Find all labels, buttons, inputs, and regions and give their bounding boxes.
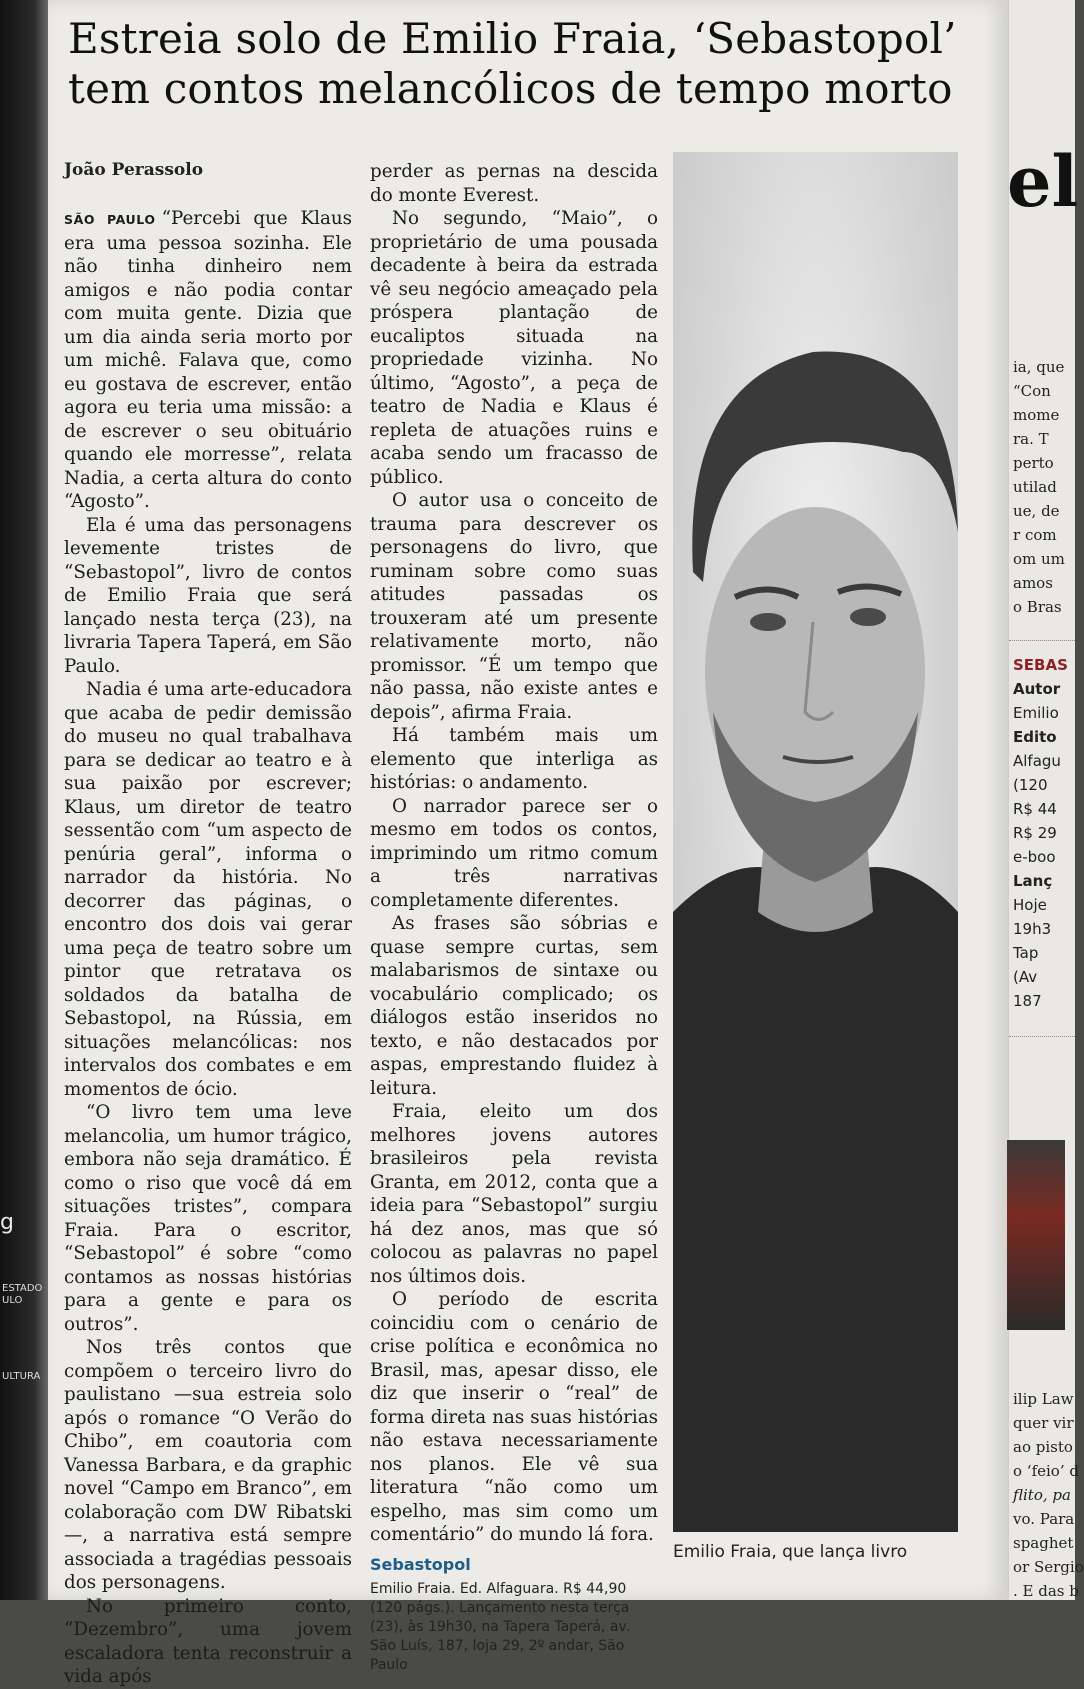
paragraph: “O livro tem uma leve melancolia, um humor trágico, embora não seja dramático. É como o riso que você dá em situações tristes”, compara Fraia. Para o escritor, “Sebastopol” é sobre “como contamos as nossas histórias para a gente e para os outros”. xyxy=(64,1102,352,1335)
author-photo xyxy=(673,152,958,1532)
paragraph: O período de escrita coincidiu com o cenário de crise política e econômica no Brasil, mas, apesar disso, ele diz que inserir o “real” de forma direta nas suas histórias não estava necessariamente nos planos. Ele vê sua literatura “não como um espelho, mas sim como um comentário” do mundo lá fora. xyxy=(370,1289,658,1545)
right-page-line: ra. T xyxy=(1013,430,1049,448)
right-page-info-title: SEBAS xyxy=(1013,656,1068,674)
right-page-line: ue, de xyxy=(1013,502,1060,520)
headline-line-2: tem contos melancólicos de tempo morto xyxy=(68,64,953,113)
right-page-line: ilip Law xyxy=(1013,1390,1074,1408)
headline xyxy=(68,14,988,114)
right-page-info: Edito xyxy=(1013,728,1057,746)
left-page-fragment: ULO xyxy=(2,1295,23,1306)
left-page-letter: g xyxy=(0,1210,14,1235)
paragraph: perder as pernas na descida do monte Everest. xyxy=(370,161,658,206)
right-page-line: spaghet xyxy=(1013,1534,1074,1552)
right-page-info: Lanç xyxy=(1013,872,1053,890)
article-column-1 xyxy=(64,207,352,1689)
right-page-info: Tap xyxy=(1013,944,1039,962)
right-page-line: ao pisto xyxy=(1013,1438,1073,1456)
right-page-info: R$ 29 xyxy=(1013,824,1057,842)
divider xyxy=(1009,1036,1075,1037)
paragraph: As frases são sóbrias e quase sempre curtas, sem malabarismos de sintaxe ou vocabulário complicado; os diálogos estão inseridos no texto, e não destacados por aspas, emprestando fluidez à leitura. xyxy=(370,913,658,1099)
right-page-info: Hoje xyxy=(1013,896,1047,914)
right-page-line: “Con xyxy=(1013,382,1051,400)
paragraph: Fraia, eleito um dos melhores jovens autores brasileiros pela revista Granta, em 2012, conta que a ideia para “Sebastopol” surgiu há dez anos, mas que só colocou as palavras no papel nos últimos dois. xyxy=(370,1101,658,1287)
paragraph: No primeiro conto, “Dezembro”, uma jovem escaladora tenta reconstruir a vida após xyxy=(64,1595,352,1687)
right-page-info: (120 xyxy=(1013,776,1048,794)
book-box-title: Sebastopol xyxy=(370,1554,471,1574)
right-page-line: vo. Para xyxy=(1013,1510,1075,1528)
right-page-info: Emilio xyxy=(1013,704,1059,722)
paragraph: O autor usa o conceito de trauma para descrever os personagens do livro, que ruminam sobre como suas atitudes passadas os trouxeram até um presente relativamente morto, não promissor. “É um tempo que não passa, não existe antes e depois”, afirma Fraia. xyxy=(370,490,658,723)
paragraph: Ela é uma das personagens levemente tristes de “Sebastopol”, livro de contos de Emilio Fraia que será lançado nesta terça (23), na livraria Tapera Taperá, em São Paulo. xyxy=(64,514,352,677)
headline-line-1: Estreia solo de Emilio Fraia, ‘Sebastopol’ xyxy=(68,14,957,63)
right-page-line: or Sergio xyxy=(1013,1558,1084,1576)
right-page-line: o Bras xyxy=(1013,598,1062,616)
right-page-line: om um xyxy=(1013,550,1065,568)
article-column-2 xyxy=(370,160,658,1675)
right-page-line: flito, pa xyxy=(1013,1486,1071,1504)
paragraph: Nadia é uma arte-educadora que acaba de pedir demissão do museu no qual trabalhava para se dedicar ao teatro e à sua paixão por escrever; Klaus, um diretor de teatro sessentão com “um aspecto de penúria geral”, informa o narrador da história. No decorrer das páginas, o encontro dos dois vai gerar uma peça de teatro sobre um pintor que retratava os soldados da batalha de Sebastopol, na Rússia, em situações melancólicas: nos intervalos dos combates e em momentos de ócio. xyxy=(64,679,352,1100)
right-page-info: Alfagu xyxy=(1013,752,1061,770)
left-page-fragment: ESTADO xyxy=(2,1283,43,1294)
right-page-info: 187 xyxy=(1013,992,1042,1010)
paragraph: Há também mais um elemento que interliga as histórias: o andamento. xyxy=(370,725,658,793)
paragraph: Nos três contos que compõem o terceiro livro do paulistano —sua estreia solo após o romance “O Verão do Chibo”, em coautoria com Vanessa Barbara, e da graphic novel “Campo em Branco”, em colaboração com DW Ribatski—, a narrativa está sempre associada a tragédias pessoais dos personagens. xyxy=(64,1337,352,1593)
right-page-line: ia, que xyxy=(1013,358,1065,376)
right-page-line: utilad xyxy=(1013,478,1057,496)
byline: João Perassolo xyxy=(64,160,204,180)
right-page-line: perto xyxy=(1013,454,1054,472)
right-page-info: R$ 44 xyxy=(1013,800,1057,818)
right-page-line: . E das b xyxy=(1013,1582,1079,1600)
newspaper-page xyxy=(48,0,1008,1687)
adjacent-right-page xyxy=(1007,0,1084,1600)
right-page-line: quer vir xyxy=(1013,1414,1074,1432)
right-page-line: amos xyxy=(1013,574,1053,592)
paragraph: SÃO PAULO “Percebi que Klaus era uma pessoa sozinha. Ele não tinha dinheiro nem amigos e não podia contar com muita gente. Dizia que um dia ainda seria morto por um michê. Falava que, como eu gostava de escrever, então agora eu teria uma missão: a de escrever o seu obituário quando ele morresse”, relata Nadia, a certa altura do conto “Agosto”. xyxy=(64,208,353,512)
paragraph: O narrador parece ser o mesmo em todos os contos, imprimindo um ritmo comum a três narrativas completamente diferentes. xyxy=(370,795,658,911)
left-page-fragment: ULTURA xyxy=(2,1371,41,1382)
divider xyxy=(1009,640,1075,641)
right-page-info: Autor xyxy=(1013,680,1061,698)
paragraph: No segundo, “Maio”, o proprietário de uma pousada decadente à beira da estrada vê seu negócio ameaçado pela próspera plantação de eucaliptos situada na propriedade vizinha. No último, “Agosto”, a peça de teatro de Nadia e Klaus é repleta de atuações ruins e acaba sendo um fracasso de público. xyxy=(370,208,658,488)
photo-caption: Emilio Fraia, que lança livro xyxy=(673,1542,908,1562)
adjacent-left-page xyxy=(0,0,48,1600)
right-page-big-letter: el xyxy=(1007,140,1079,223)
author-portrait-illustration xyxy=(673,152,958,1532)
right-page-line: o ‘feio’ d xyxy=(1013,1462,1079,1480)
right-page-photo xyxy=(1007,1140,1065,1330)
right-page-info: (Av xyxy=(1013,968,1038,986)
right-page-info: 19h3 xyxy=(1013,920,1052,938)
book-box-text: Emilio Fraia. Ed. Alfaguara. R$ 44,90 (120 págs.). Lançamento nesta terça (23), às 19h30, na Tapera Taperá, av. São Luís, 187, loja 29, 2º andar, São Paulo xyxy=(370,1581,631,1673)
right-page-info: e-boo xyxy=(1013,848,1056,866)
right-page-line: mome xyxy=(1013,406,1060,424)
dateline: SÃO PAULO xyxy=(64,212,156,227)
right-page-line: r com xyxy=(1013,526,1057,544)
